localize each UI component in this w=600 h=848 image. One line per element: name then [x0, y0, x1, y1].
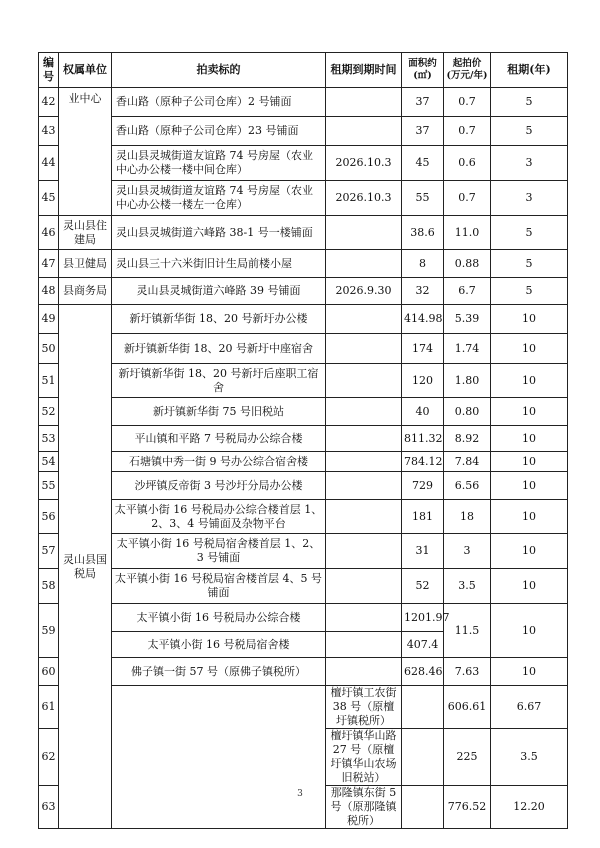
row-no: 60	[39, 658, 59, 686]
row-term: 10	[491, 500, 568, 534]
row-target: 太平镇小街 16 号税局宿舍楼首层 1、2、3 号铺面	[112, 534, 326, 569]
table-row	[39, 305, 568, 334]
auction-table	[38, 52, 568, 829]
row-price: 8.92	[444, 426, 491, 452]
table-row	[39, 686, 568, 729]
header-unit: 权属单位	[59, 53, 112, 88]
row-expiry	[326, 472, 402, 500]
row-target: 平山镇和平路 7 号税局办公综合楼	[112, 426, 326, 452]
row-term: 10	[491, 569, 568, 604]
row-price: 1.80	[444, 364, 491, 398]
row-target: 檀圩镇华山路 27 号（原檀圩镇华山农场旧税站）	[326, 729, 402, 786]
row-no: 49	[39, 305, 59, 334]
row-target: 那隆镇东街 5 号（原那隆镇税所）	[326, 786, 402, 829]
row-price: 3.5	[444, 569, 491, 604]
row-area: 784.12	[402, 452, 444, 472]
unit-cell: 县商务局	[59, 278, 112, 305]
row-price: 7.63	[444, 658, 491, 686]
row-area: 811.32	[402, 426, 444, 452]
row-area: 45	[402, 146, 444, 181]
header-no: 编号	[39, 53, 59, 88]
row-target: 太平镇小街 16 号税局宿舍楼首层 4、5 号铺面	[112, 569, 326, 604]
row-no: 59	[39, 604, 59, 658]
row-price: 7.84	[444, 452, 491, 472]
row-area: 1201.97	[402, 604, 444, 632]
row-expiry	[326, 250, 402, 278]
row-expiry	[326, 452, 402, 472]
row-expiry	[402, 686, 444, 729]
row-expiry	[326, 426, 402, 452]
row-term: 5	[491, 216, 568, 250]
row-term: 5	[491, 88, 568, 117]
row-target: 沙坪镇反帝街 3 号沙圩分局办公楼	[112, 472, 326, 500]
row-no: 45	[39, 181, 59, 216]
row-term: 5	[491, 117, 568, 146]
row-target: 灵山县灵城街道六峰路 38-1 号一楼铺面	[112, 216, 326, 250]
document-table	[38, 52, 567, 829]
row-target: 灵山县灵城街道六峰路 39 号铺面	[112, 278, 326, 305]
unit-cell: 业中心	[59, 88, 112, 216]
row-no: 52	[39, 398, 59, 426]
row-term: 10	[491, 658, 568, 686]
header-expiry: 租期到期时间	[326, 53, 402, 88]
row-price: 0.7	[444, 181, 491, 216]
table-row	[39, 534, 568, 569]
table-row	[39, 364, 568, 398]
table-row	[39, 604, 568, 632]
row-target: 佛子镇一街 57 号（原佛子镇税所）	[112, 658, 326, 686]
row-price: 6.67	[491, 686, 568, 729]
row-price: 11.0	[444, 216, 491, 250]
row-no: 47	[39, 250, 59, 278]
row-expiry	[326, 117, 402, 146]
header-price: 起拍价(万元/年)	[444, 53, 491, 88]
table-row	[39, 117, 568, 146]
row-price: 5.39	[444, 305, 491, 334]
row-no: 42	[39, 88, 59, 117]
row-term: 10	[491, 534, 568, 569]
header-area: 面积约(㎡)	[402, 53, 444, 88]
header-target: 拍卖标的	[112, 53, 326, 88]
row-price: 3	[444, 534, 491, 569]
table-row	[39, 278, 568, 305]
row-expiry: 2026.9.30	[326, 278, 402, 305]
row-area: 120	[402, 364, 444, 398]
row-price: 3.5	[491, 729, 568, 786]
table-row	[39, 146, 568, 181]
row-target: 石塘镇中秀一街 9 号办公综合宿舍楼	[112, 452, 326, 472]
row-area: 32	[402, 278, 444, 305]
table-row	[39, 426, 568, 452]
row-area: 52	[402, 569, 444, 604]
row-no: 46	[39, 216, 59, 250]
row-no: 44	[39, 146, 59, 181]
row-price: 6.7	[444, 278, 491, 305]
row-area: 225	[444, 729, 491, 786]
table-row	[39, 181, 568, 216]
row-expiry: 2026.10.3	[326, 146, 402, 181]
row-area: 31	[402, 534, 444, 569]
row-target-2: 太平镇小街 16 号税局宿舍楼	[112, 632, 326, 658]
row-area: 181	[402, 500, 444, 534]
row-expiry	[326, 604, 402, 632]
row-target: 太平镇小街 16 号税局办公综合楼首层 1、2、3、4 号铺面及杂物平台	[112, 500, 326, 534]
row-area: 628.46	[402, 658, 444, 686]
row-expiry	[326, 534, 402, 569]
row-no: 62	[39, 729, 59, 786]
row-expiry	[326, 398, 402, 426]
row-term: 10	[491, 364, 568, 398]
row-area: 40	[402, 398, 444, 426]
row-term: 10	[491, 398, 568, 426]
row-price: 0.88	[444, 250, 491, 278]
row-term: 10	[491, 426, 568, 452]
header-row	[39, 53, 568, 88]
row-expiry	[326, 334, 402, 364]
row-target: 新圩镇新华街 18、20 号新圩中座宿舍	[112, 334, 326, 364]
row-area: 776.52	[444, 786, 491, 829]
row-expiry	[326, 500, 402, 534]
row-expiry	[326, 88, 402, 117]
table-row	[39, 88, 568, 117]
row-term: 10	[491, 334, 568, 364]
table-row	[39, 472, 568, 500]
row-target: 檀圩镇工农街 38 号（原檀圩镇税所）	[326, 686, 402, 729]
row-term: 3	[491, 146, 568, 181]
unit-cell: 县卫健局	[59, 250, 112, 278]
row-price: 0.6	[444, 146, 491, 181]
row-no: 54	[39, 452, 59, 472]
row-target: 灵山县灵城街道友谊路 74 号房屋（农业中心办公楼一楼左一仓库）	[112, 181, 326, 216]
row-area: 174	[402, 334, 444, 364]
table-row	[39, 569, 568, 604]
row-area: 37	[402, 117, 444, 146]
row-expiry: 2026.10.3	[326, 181, 402, 216]
row-term: 10	[491, 452, 568, 472]
unit-cell-empty	[112, 686, 326, 829]
row-no: 53	[39, 426, 59, 452]
row-term: 10	[491, 604, 568, 658]
row-price: 0.7	[444, 88, 491, 117]
header-term: 租期(年)	[491, 53, 568, 88]
table-row	[39, 398, 568, 426]
row-price: 12.20	[491, 786, 568, 829]
row-price: 1.74	[444, 334, 491, 364]
table-row	[39, 334, 568, 364]
row-area: 37	[402, 88, 444, 117]
unit-cell: 灵山县住建局	[59, 216, 112, 250]
row-no: 57	[39, 534, 59, 569]
row-no: 51	[39, 364, 59, 398]
row-price: 6.56	[444, 472, 491, 500]
row-area: 8	[402, 250, 444, 278]
row-term: 10	[491, 305, 568, 334]
row-no: 58	[39, 569, 59, 604]
unit-cell: 灵山县国税局	[59, 305, 112, 829]
table-row	[39, 250, 568, 278]
row-target: 新圩镇新华街 18、20 号新圩后座职工宿舍	[112, 364, 326, 398]
row-target: 灵山县灵城街道友谊路 74 号房屋（农业中心办公楼一楼中间仓库）	[112, 146, 326, 181]
row-price: 0.7	[444, 117, 491, 146]
table-row	[39, 216, 568, 250]
row-area-2: 407.4	[402, 632, 444, 658]
table-row	[39, 452, 568, 472]
row-price: 0.80	[444, 398, 491, 426]
row-area: 55	[402, 181, 444, 216]
row-target: 香山路（原种子公司仓库）2 号铺面	[112, 88, 326, 117]
row-no: 63	[39, 786, 59, 829]
row-term: 10	[491, 472, 568, 500]
row-expiry	[326, 305, 402, 334]
row-term: 5	[491, 250, 568, 278]
row-no: 50	[39, 334, 59, 364]
row-no: 48	[39, 278, 59, 305]
row-term: 5	[491, 278, 568, 305]
row-target: 香山路（原种子公司仓库）23 号铺面	[112, 117, 326, 146]
row-target: 新圩镇新华街 75 号旧税站	[112, 398, 326, 426]
row-expiry	[326, 216, 402, 250]
row-no: 61	[39, 686, 59, 729]
row-target: 灵山县三十六米街旧计生局前楼小屋	[112, 250, 326, 278]
row-no: 56	[39, 500, 59, 534]
row-expiry-2	[326, 632, 402, 658]
row-area: 729	[402, 472, 444, 500]
row-area: 414.98	[402, 305, 444, 334]
row-no: 55	[39, 472, 59, 500]
row-expiry	[402, 729, 444, 786]
row-price: 18	[444, 500, 491, 534]
row-target: 新圩镇新华街 18、20 号新圩办公楼	[112, 305, 326, 334]
row-expiry	[326, 658, 402, 686]
row-expiry	[326, 569, 402, 604]
table-row	[39, 500, 568, 534]
row-area: 606.61	[444, 686, 491, 729]
page-number: 3	[297, 789, 303, 799]
table-row	[39, 658, 568, 686]
row-target: 太平镇小街 16 号税局办公综合楼	[112, 604, 326, 632]
row-price: 11.5	[444, 604, 491, 658]
row-no: 43	[39, 117, 59, 146]
row-area: 38.6	[402, 216, 444, 250]
row-expiry	[326, 364, 402, 398]
row-term: 3	[491, 181, 568, 216]
